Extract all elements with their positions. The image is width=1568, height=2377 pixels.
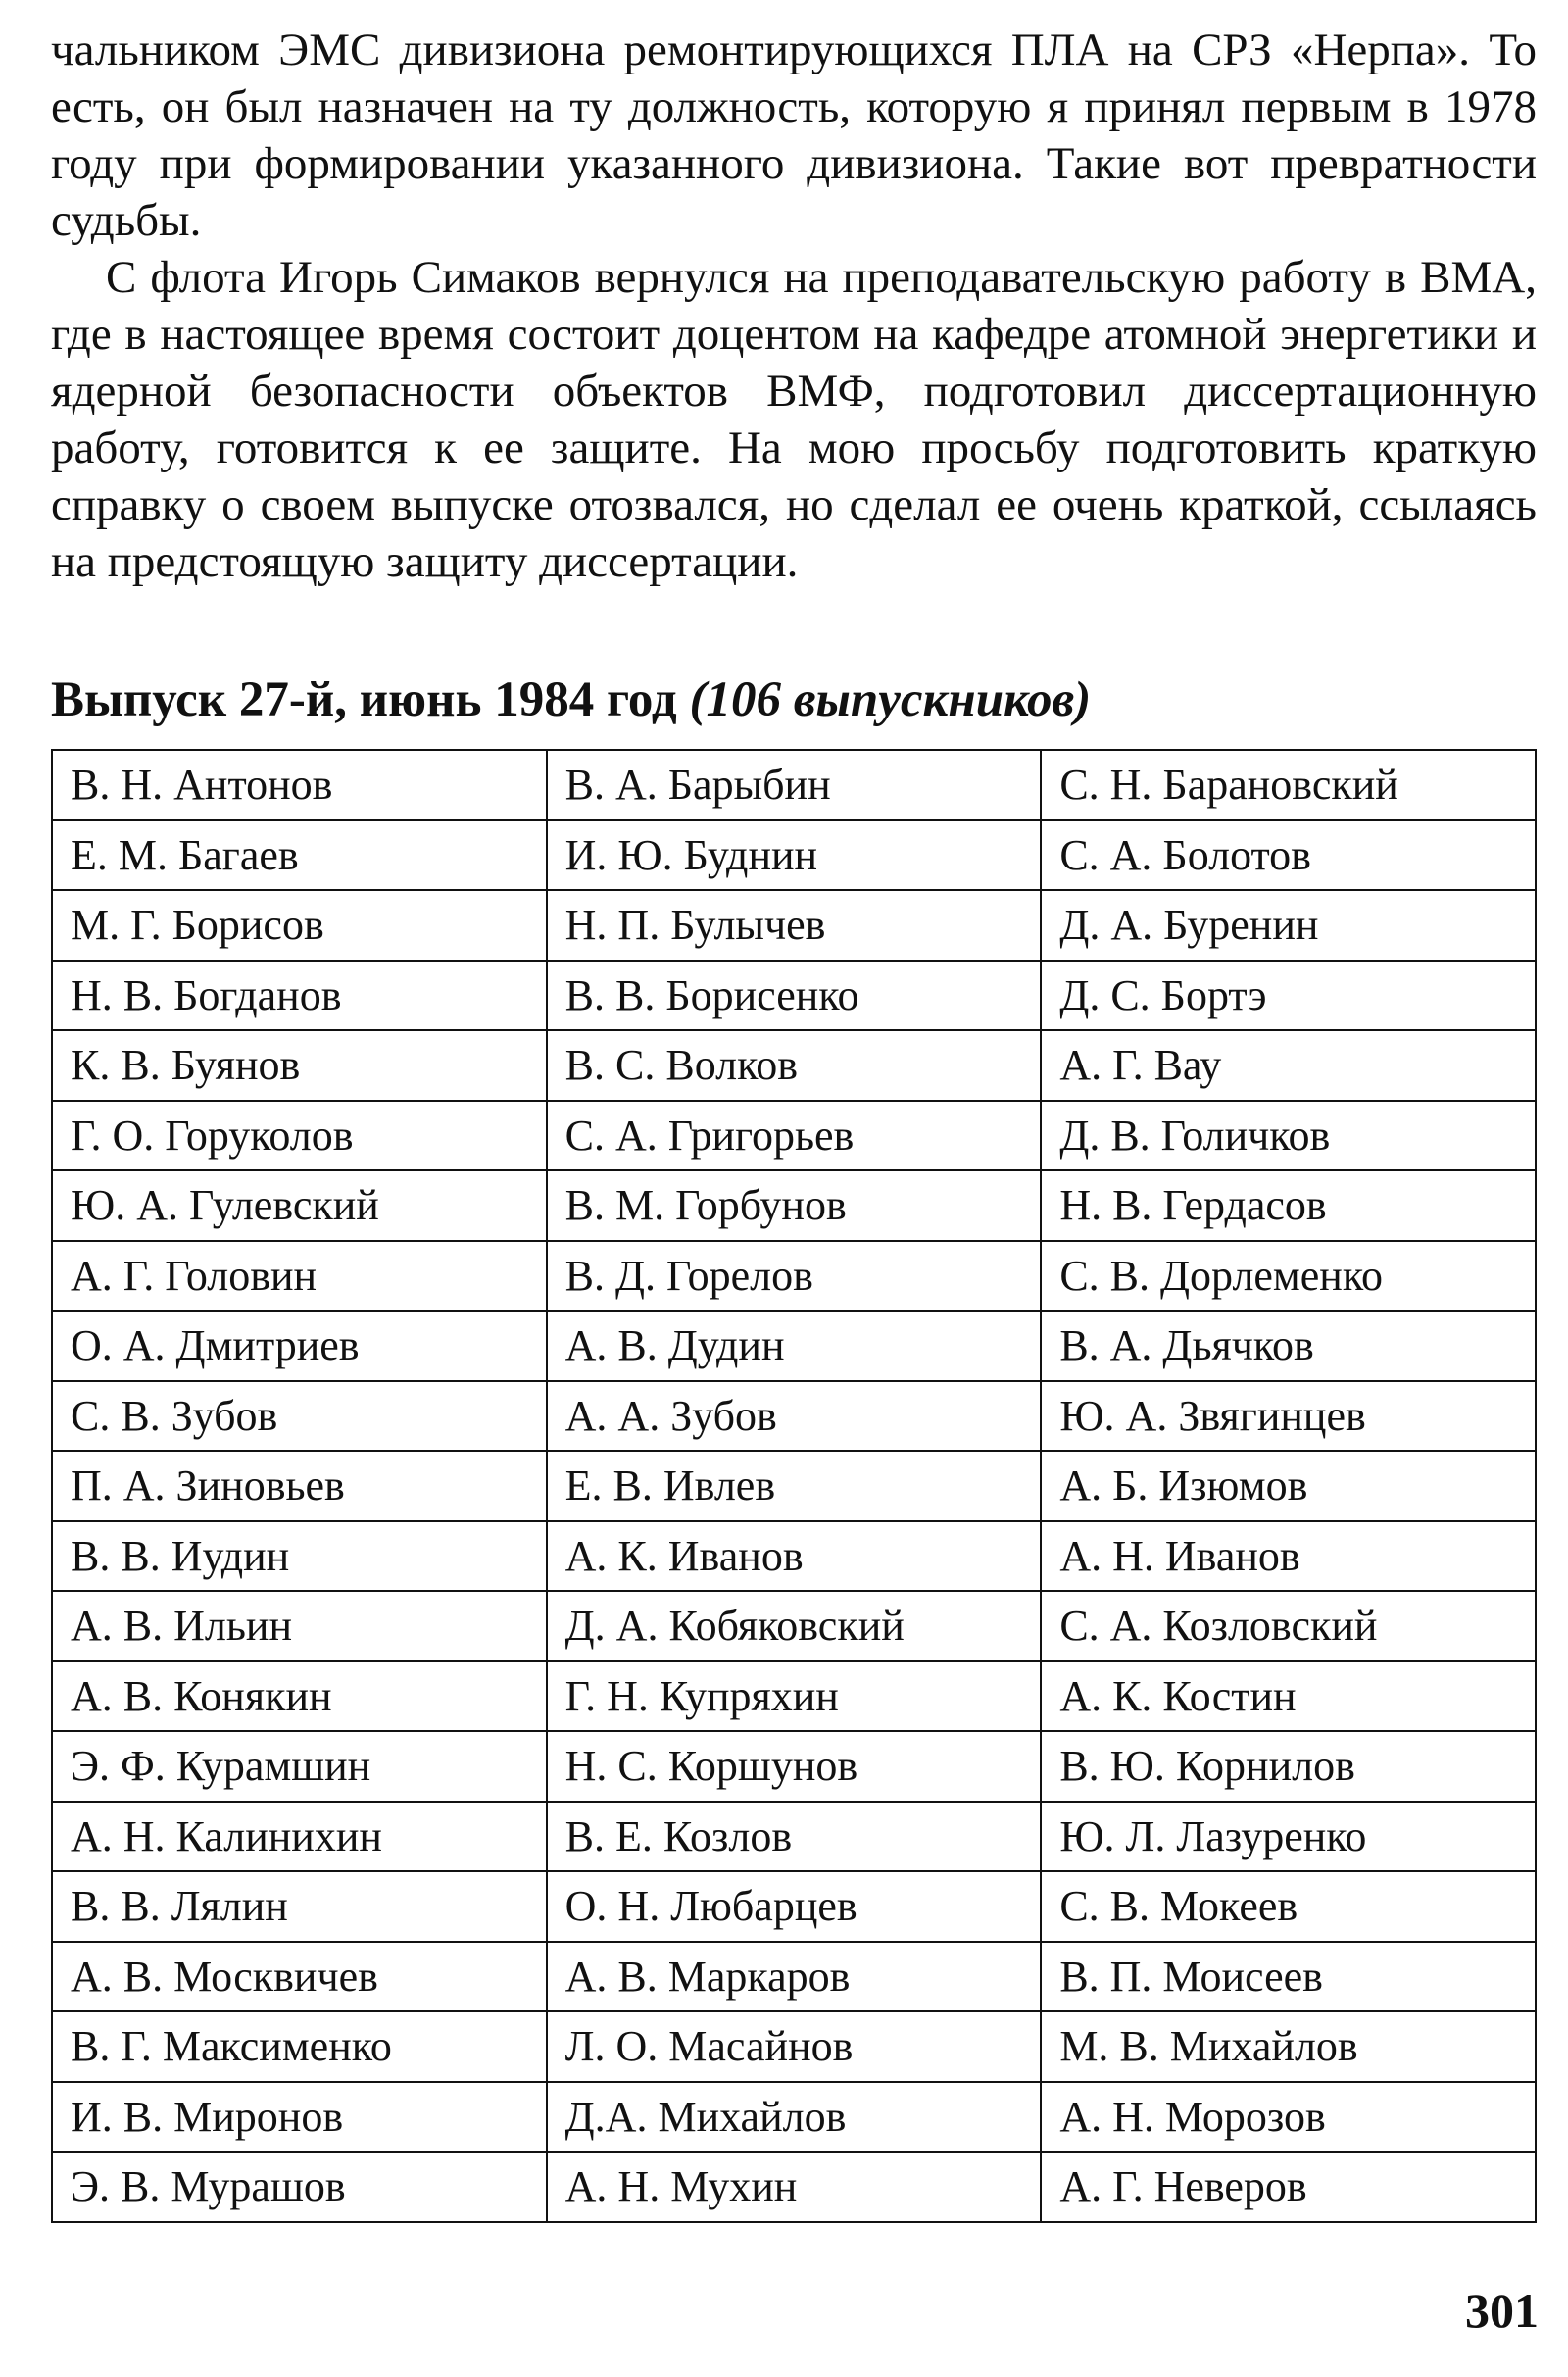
table-row bbox=[52, 1241, 1536, 1312]
table-cell: А. В. Маркаров bbox=[547, 1942, 1042, 2012]
table-cell: В. Н. Антонов bbox=[52, 750, 547, 820]
table-cell: К. В. Буянов bbox=[52, 1030, 547, 1101]
table-cell: А. К. Костин bbox=[1041, 1661, 1536, 1732]
table-cell: А. Г. Вау bbox=[1041, 1030, 1536, 1101]
section-title-text: Выпуск 27-й, июнь 1984 год bbox=[51, 672, 677, 727]
table-cell: А. Б. Изюмов bbox=[1041, 1451, 1536, 1521]
table-cell: Г. О. Горуколов bbox=[52, 1101, 547, 1171]
table-cell: И. В. Миронов bbox=[52, 2082, 547, 2153]
table-cell: И. Ю. Буднин bbox=[547, 820, 1042, 891]
table-cell: Д. А. Буренин bbox=[1041, 890, 1536, 961]
table-cell: А. А. Зубов bbox=[547, 1381, 1042, 1452]
table-cell: Д. А. Кобяковский bbox=[547, 1591, 1042, 1661]
page-number: 301 bbox=[1465, 2283, 1539, 2338]
table-row bbox=[52, 1311, 1536, 1381]
table-cell: А. В. Конякин bbox=[52, 1661, 547, 1732]
table-row bbox=[52, 1521, 1536, 1592]
paragraph-1: чальником ЭМС дивизиона ремонтирующихся ПЛА на СРЗ «Нерпа». То есть, он был назначен на ту должность, которую я принял первым в 1978 году при формировании указанного дивизиона. Такие вот превратности судьбы. bbox=[51, 25, 1537, 246]
table-row bbox=[52, 1101, 1536, 1171]
table-cell: Н. В. Богданов bbox=[52, 961, 547, 1031]
graduates-table-body bbox=[52, 750, 1536, 2222]
table-cell: С. В. Дорлеменко bbox=[1041, 1241, 1536, 1312]
table-cell: А. Н. Мухин bbox=[547, 2152, 1042, 2222]
table-cell: С. Н. Барановский bbox=[1041, 750, 1536, 820]
table-cell: В. В. Лялин bbox=[52, 1871, 547, 1942]
table-cell: А. К. Иванов bbox=[547, 1521, 1042, 1592]
table-cell: Е. В. Ивлев bbox=[547, 1451, 1042, 1521]
table-cell: В. В. Борисенко bbox=[547, 961, 1042, 1031]
table-cell: Д. С. Бортэ bbox=[1041, 961, 1536, 1031]
section-title bbox=[51, 670, 1537, 729]
table-cell: С. А. Болотов bbox=[1041, 820, 1536, 891]
table-cell: Ю. А. Звягинцев bbox=[1041, 1381, 1536, 1452]
graduate-count: (106 выпускников) bbox=[689, 672, 1092, 727]
table-cell: Э. Ф. Курамшин bbox=[52, 1731, 547, 1802]
table-row bbox=[52, 1591, 1536, 1661]
page-content bbox=[51, 22, 1537, 2223]
table-cell: В. С. Волков bbox=[547, 1030, 1042, 1101]
table-row bbox=[52, 1381, 1536, 1452]
table-cell: В. Г. Максименко bbox=[52, 2011, 547, 2082]
table-cell: А. В. Дудин bbox=[547, 1311, 1042, 1381]
paragraph-2: С флота Игорь Симаков вернулся на преподавательскую работу в ВМА, где в настоящее время состоит доцентом на кафедре атомной энергетики и ядерной безопасности объектов ВМФ, подготовил диссертационную работу, готовится к ее защите. На мою просьбу подготовить краткую справку о своем выпуске отозвался, но сделал ее очень краткой, ссылаясь на предстоящую защиту диссертации. bbox=[51, 252, 1537, 587]
table-cell: А. Н. Калинихин bbox=[52, 1802, 547, 1872]
table-row bbox=[52, 1451, 1536, 1521]
table-cell: В. А. Дьячков bbox=[1041, 1311, 1536, 1381]
table-cell: В. М. Горбунов bbox=[547, 1170, 1042, 1241]
table-cell: О. Н. Любарцев bbox=[547, 1871, 1042, 1942]
table-cell: Ю. А. Гулевский bbox=[52, 1170, 547, 1241]
table-cell: В. П. Моисеев bbox=[1041, 1942, 1536, 2012]
table-cell: М. В. Михайлов bbox=[1041, 2011, 1536, 2082]
table-row bbox=[52, 890, 1536, 961]
table-cell: Ю. Л. Лазуренко bbox=[1041, 1802, 1536, 1872]
table-cell: В. Д. Горелов bbox=[547, 1241, 1042, 1312]
table-row bbox=[52, 2011, 1536, 2082]
table-cell: С. А. Григорьев bbox=[547, 1101, 1042, 1171]
table-cell: А. Г. Головин bbox=[52, 1241, 547, 1312]
table-row bbox=[52, 1661, 1536, 1732]
table-cell: Л. О. Масайнов bbox=[547, 2011, 1042, 2082]
table-row bbox=[52, 1731, 1536, 1802]
table-row bbox=[52, 750, 1536, 820]
table-row bbox=[52, 1942, 1536, 2012]
table-row bbox=[52, 1871, 1536, 1942]
table-cell: С. В. Мокеев bbox=[1041, 1871, 1536, 1942]
table-cell: Э. В. Мурашов bbox=[52, 2152, 547, 2222]
table-cell: А. В. Ильин bbox=[52, 1591, 547, 1661]
table-cell: Д.А. Михайлов bbox=[547, 2082, 1042, 2153]
table-cell: В. В. Иудин bbox=[52, 1521, 547, 1592]
table-cell: В. А. Барыбин bbox=[547, 750, 1042, 820]
table-cell: Н. П. Булычев bbox=[547, 890, 1042, 961]
graduates-table bbox=[51, 749, 1537, 2223]
table-cell: М. Г. Борисов bbox=[52, 890, 547, 961]
table-row bbox=[52, 820, 1536, 891]
table-row bbox=[52, 1030, 1536, 1101]
table-cell: П. А. Зиновьев bbox=[52, 1451, 547, 1521]
table-cell: А. Н. Иванов bbox=[1041, 1521, 1536, 1592]
table-cell: Н. С. Коршунов bbox=[547, 1731, 1042, 1802]
table-cell: А. Н. Морозов bbox=[1041, 2082, 1536, 2153]
table-row bbox=[52, 1802, 1536, 1872]
table-row bbox=[52, 2082, 1536, 2153]
table-cell: В. Ю. Корнилов bbox=[1041, 1731, 1536, 1802]
table-row bbox=[52, 961, 1536, 1031]
table-cell: В. Е. Козлов bbox=[547, 1802, 1042, 1872]
table-cell: О. А. Дмитриев bbox=[52, 1311, 547, 1381]
table-cell: А. В. Москвичев bbox=[52, 1942, 547, 2012]
table-cell: Г. Н. Купряхин bbox=[547, 1661, 1042, 1732]
table-cell: Н. В. Гердасов bbox=[1041, 1170, 1536, 1241]
table-cell: С. В. Зубов bbox=[52, 1381, 547, 1452]
table-cell: А. Г. Неверов bbox=[1041, 2152, 1536, 2222]
table-cell: С. А. Козловский bbox=[1041, 1591, 1536, 1661]
table-cell: Д. В. Голичков bbox=[1041, 1101, 1536, 1171]
table-row bbox=[52, 2152, 1536, 2222]
table-row bbox=[52, 1170, 1536, 1241]
table-cell: Е. М. Багаев bbox=[52, 820, 547, 891]
